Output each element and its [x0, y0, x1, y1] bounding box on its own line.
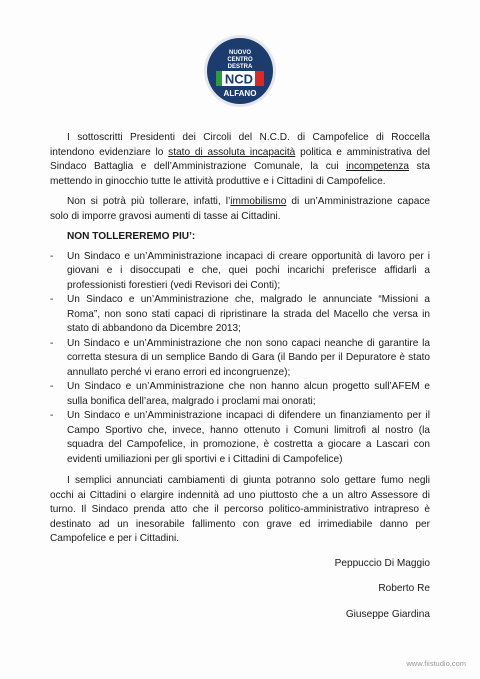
signature-name: Roberto Re: [378, 583, 430, 594]
list-dash: -: [50, 410, 54, 421]
list-item-text: Un Sindaco e un’Amministrazione che non sono capaci neanche di garantire la corretta stesura di un semplice Bando di Gara (il Bando per il Depuratore è stato annullato perché vi erano errori ed incongruenze);: [67, 337, 430, 378]
signature-name: Giuseppe Giardina: [345, 608, 430, 620]
paragraph-intro: [50, 131, 430, 189]
paragraph-immobilismo-text-a: Non si potrà più tollerare, infatti, l’: [67, 196, 231, 207]
list-dash: -: [50, 250, 54, 262]
paragraph-conclusion: I semplici annunciati cambiamenti di giunta potranno solo gettare fumo negli occhi ai Cittadini o elargire indennità ad uno piuttosto che a un altro Assessore di turno. Il Sindaco prenda atto che il percorso politico-amministrativo intrapreso è destinato ad un inesorabile fallimento con grave ed irrimediabile danno per Campofelice e per i Cittadini.: [50, 475, 430, 544]
list-heading: NON TOLLEREREMO PIU’:: [67, 231, 196, 242]
logo-initials: NCD: [224, 71, 254, 87]
list-dash: -: [50, 294, 54, 305]
letter-body: [50, 131, 430, 633]
list-item-text: Un Sindaco e un’Amministrazione che non hanno alcun progetto sull’AFEM e sulla bonifica dell’area, malgrado i proclami mai onorati;: [67, 381, 430, 407]
list-item: [50, 380, 430, 409]
grievance-list: [50, 250, 430, 468]
list-item-text: Un Sindaco e un’Amministrazione incapaci di difendere un finanziamento per il Campo Sportivo che, invece, hanno ottenuto i Comuni limitrofi al nostro (la squadra del Campofelice, in promozione, è costretta a giocare a Lascari con evidenti umiliazioni per gli sportivi e i Cittadini di Campofelice): [67, 410, 430, 465]
list-dash: -: [50, 337, 54, 349]
logo-line3: DESTRA: [227, 64, 253, 70]
list-item-text: Un Sindaco e un’Amministrazione incapaci di creare opportunità di lavoro per i giovani e i disoccupati e che, quei pochi incarichi preferisce affidarli a professionisti forestieri (vedi Revisori dei Conti);: [67, 250, 430, 291]
ncd-logo: [203, 34, 277, 108]
watermark: www.fiistudio.com: [406, 659, 466, 668]
paragraph-immobilismo: [50, 195, 430, 224]
signature-name: Peppuccio Di Maggio: [334, 557, 430, 569]
underlined-incapacita: stato di assoluta incapacità: [168, 146, 296, 158]
signature-block: [50, 557, 430, 623]
underlined-incompetenza: incompetenza: [346, 161, 409, 172]
paragraph-intro-text-b: politica e amministrativa del Sindaco Battaglia e dell’Amministrazione Comunale, la cui: [50, 146, 431, 172]
logo-red-accent: [255, 71, 264, 86]
list-item: [50, 337, 430, 381]
logo-line2: CENTRO: [227, 57, 253, 63]
paragraph-immobilismo-text-b: di un’Amministrazione capace solo di imporre gravosi aumenti di tasse ai Cittadini.: [50, 196, 430, 222]
paragraph-intro-text-c: sta mettendo in ginocchio tutte le attività produttive e i Cittadini di Campofelice.: [50, 161, 430, 187]
list-item: [50, 250, 430, 294]
paragraph-intro-text-a: I sottoscritti Presidenti dei Circoli del N.C.D. di Campofelice di Roccella intendono evidenziare lo: [50, 132, 430, 158]
list-item: [50, 293, 430, 337]
list-item: [50, 409, 430, 467]
logo-green-accent: [216, 71, 222, 86]
ncd-logo-emblem: [203, 34, 277, 108]
underlined-immobilismo: immobilismo: [230, 196, 287, 207]
list-dash: -: [50, 381, 54, 392]
logo-name: ALFANO: [223, 89, 257, 98]
logo-line1: NUOVO: [228, 50, 252, 56]
list-item-text: Un Sindaco e un’Amministrazione che, malgrado le annunciate “Missioni a Roma”, non sono stati capaci di ripristinare la strada del Macello che versa in stato di abbandono da Dicembre 2013;: [67, 294, 430, 334]
